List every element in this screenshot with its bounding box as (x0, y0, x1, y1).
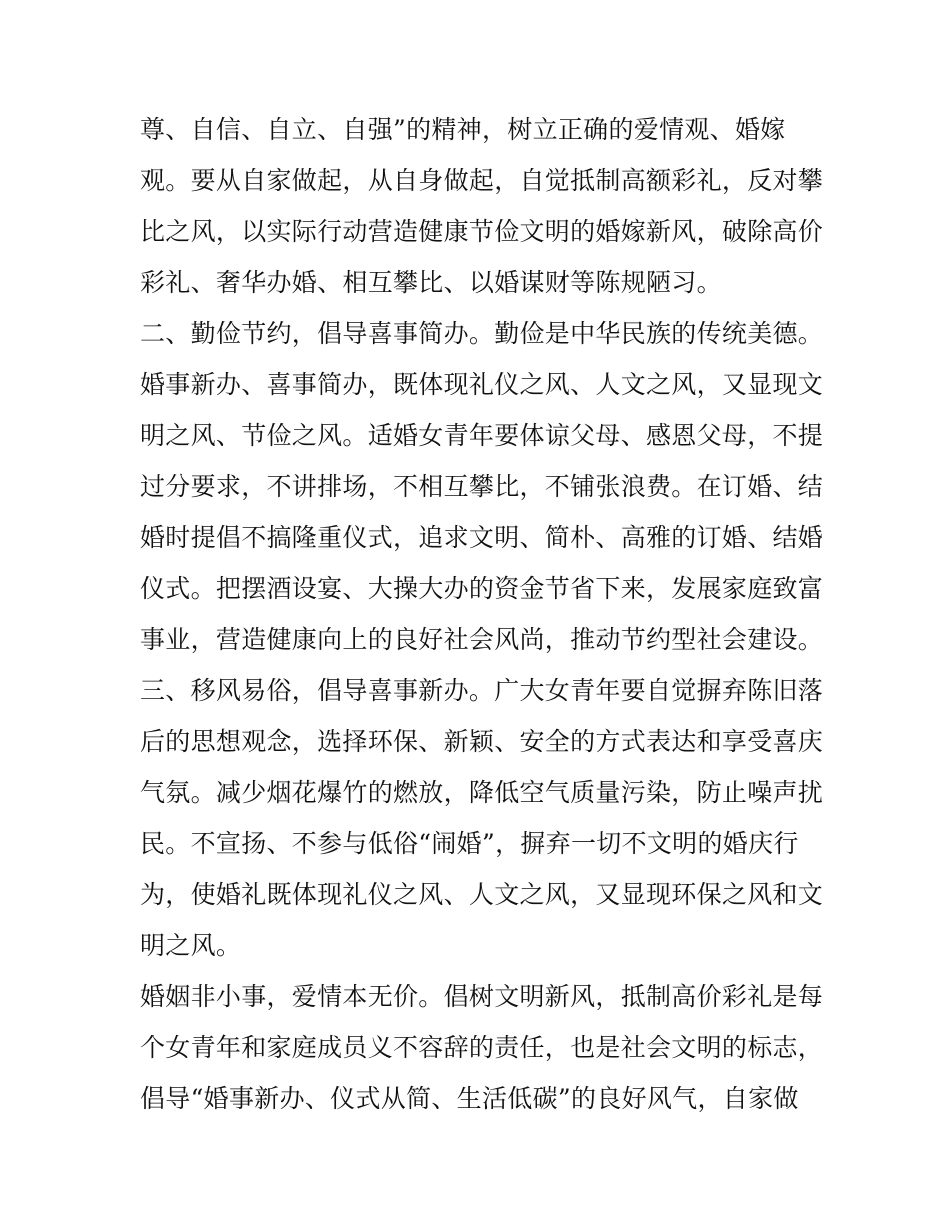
text-line-16: 为，使婚礼既体现礼仪之风、人文之风，又显现环保之风和文 (140, 880, 824, 909)
text-line-6: 婚事新办、喜事简办，既体现礼仪之风、人文之风，又显现文 (140, 370, 824, 399)
text-line-19: 个女青年和家庭成员义不容辞的责任，也是社会文明的标志， (140, 1033, 824, 1062)
text-line-7: 明之风、节俭之风。适婚女青年要体谅父母、感恩父母，不提 (140, 421, 824, 450)
text-line-4: 彩礼、奢华办婚、相互攀比、以婚谋财等陈规陋习。 (140, 268, 722, 297)
text-line-13: 后的思想观念，选择环保、新颖、安全的方式表达和享受喜庆 (140, 727, 824, 756)
text-line-11: 事业，营造健康向上的良好社会风尚，推动节约型社会建设。 (140, 625, 824, 654)
text-line-14: 气氛。减少烟花爆竹的燃放，降低空气质量污染，防止噪声扰 (140, 778, 824, 807)
text-line-3: 比之风，以实际行动营造健康节俭文明的婚嫁新风，破除高价 (140, 217, 824, 246)
text-line-8: 过分要求，不讲排场，不相互攀比，不铺张浪费。在订婚、结 (140, 472, 824, 501)
text-line-12: 三、移风易俗，倡导喜事新办。广大女青年要自觉摒弃陈旧落 (140, 676, 824, 705)
text-line-20: 倡导“婚事新办、仪式从简、生活低碳”的良好风气，自家做 (140, 1084, 799, 1113)
text-line-18: 婚姻非小事，爱情本无价。倡树文明新风，抵制高价彩礼是每 (140, 982, 824, 1011)
text-line-2: 观。要从自家做起，从自身做起，自觉抵制高额彩礼，反对攀 (140, 166, 824, 195)
text-line-17: 明之风。 (140, 931, 242, 960)
text-line-1: 尊、自信、自立、自强”的精神，树立正确的爱情观、婚嫁 (140, 115, 786, 144)
text-line-9: 婚时提倡不搞隆重仪式，追求文明、简朴、高雅的订婚、结婚 (140, 523, 824, 552)
text-line-10: 仪式。把摆酒设宴、大操大办的资金节省下来，发展家庭致富 (140, 574, 824, 603)
text-line-5: 二、勤俭节约，倡导喜事简办。勤俭是中华民族的传统美德。 (140, 319, 824, 348)
text-line-15: 民。不宣扬、不参与低俗“闹婚”，摒弃一切不文明的婚庆行 (140, 829, 799, 858)
body-text (140, 104, 824, 1124)
